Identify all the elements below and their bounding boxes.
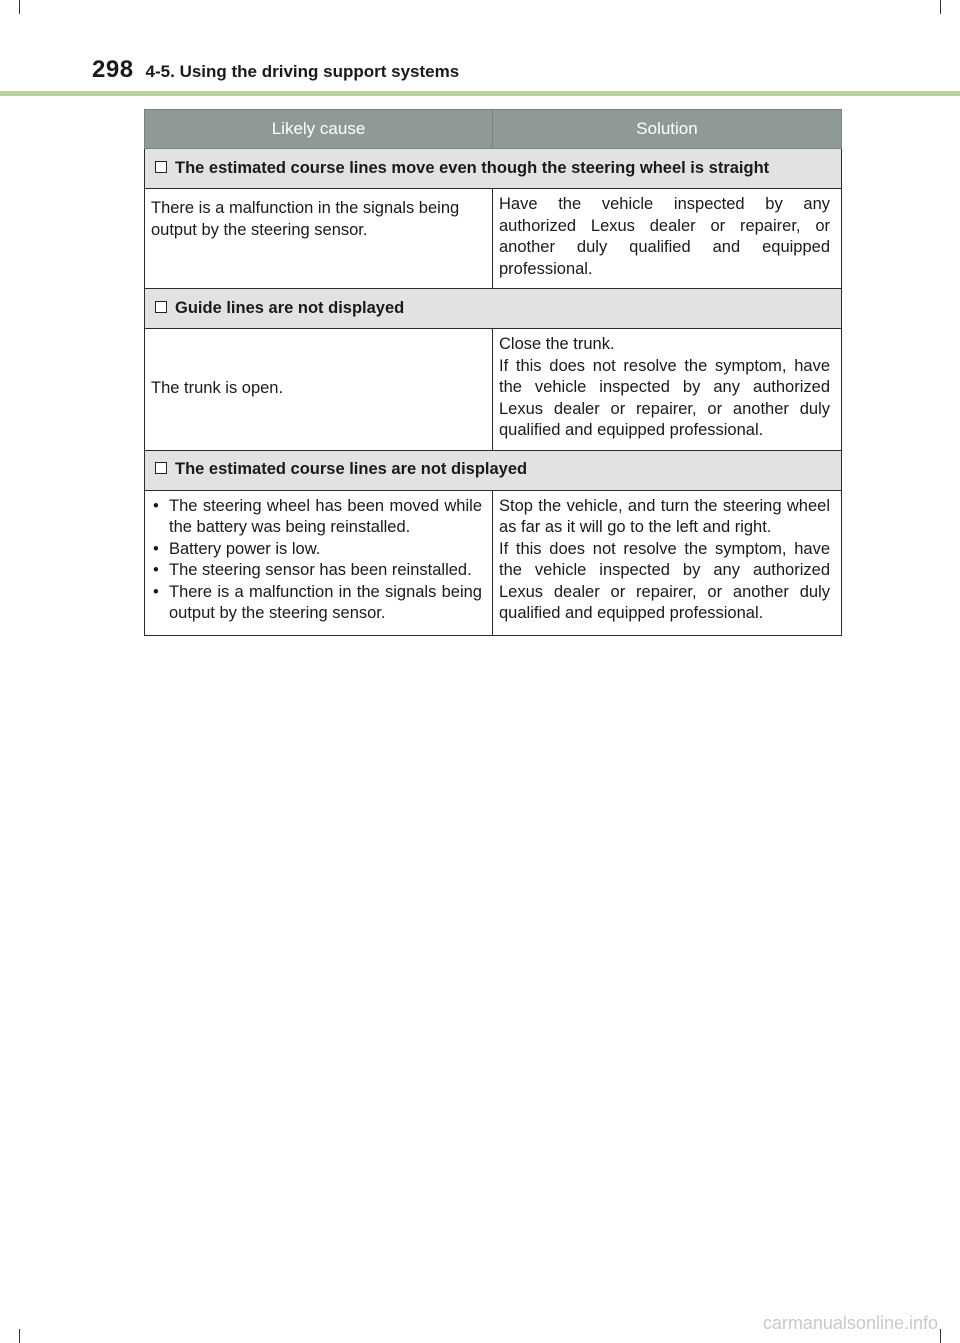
solution-cell: Have the vehicle inspected by any authorized Lexus dealer or repairer, or another duly qualified and equipped professional. bbox=[493, 189, 842, 289]
checkbox-square-icon bbox=[155, 301, 167, 313]
solution-line: If this does not resolve the symptom, have the vehicle inspected by any authorized Lexus dealer or repairer, or another duly qualified and equipped professional. bbox=[499, 539, 830, 622]
symptom-row bbox=[145, 450, 842, 490]
solution-cell bbox=[493, 490, 842, 635]
list-item: • There is a malfunction in the signals being output by the steering sensor. bbox=[151, 582, 482, 625]
section-title: 4-5. Using the driving support systems bbox=[145, 62, 460, 81]
list-item: • The steering sensor has been reinstalled. bbox=[151, 560, 482, 582]
troubleshooting-table bbox=[144, 109, 842, 636]
symptom-row bbox=[145, 289, 842, 329]
cause-list bbox=[151, 496, 482, 625]
symptom-text: The estimated course lines move even though the steering wheel is straight bbox=[175, 158, 770, 177]
table-row bbox=[145, 189, 842, 289]
table-row bbox=[145, 329, 842, 451]
crop-mark-bottom-right bbox=[940, 1329, 941, 1343]
symptom-heading bbox=[145, 149, 842, 189]
list-item: • Battery power is low. bbox=[151, 539, 482, 561]
cause-cell: The trunk is open. bbox=[145, 329, 493, 451]
cause-cell: There is a malfunction in the signals being output by the steering sensor. bbox=[145, 189, 493, 289]
table-row bbox=[145, 490, 842, 635]
page-header bbox=[92, 56, 459, 90]
page-number: 298 bbox=[92, 56, 134, 83]
symptom-text: The estimated course lines are not displayed bbox=[175, 460, 528, 479]
crop-mark-bottom-left bbox=[19, 1329, 20, 1343]
checkbox-square-icon bbox=[155, 462, 167, 474]
solution-line: Close the trunk. bbox=[499, 335, 615, 353]
checkbox-square-icon bbox=[155, 161, 167, 173]
symptom-text: Guide lines are not displayed bbox=[175, 298, 405, 317]
column-header-solution: Solution bbox=[493, 110, 842, 149]
column-header-likely-cause: Likely cause bbox=[145, 110, 493, 149]
crop-mark-top-right bbox=[940, 0, 941, 14]
cause-cell bbox=[145, 490, 493, 635]
list-item: • The steering wheel has been moved while the battery was being reinstalled. bbox=[151, 496, 482, 539]
symptom-row bbox=[145, 149, 842, 189]
solution-cell bbox=[493, 329, 842, 451]
symptom-heading bbox=[145, 289, 842, 329]
solution-line: Stop the vehicle, and turn the steering wheel as far as it will go to the left and right. bbox=[499, 496, 830, 536]
table-header-row bbox=[145, 110, 842, 149]
symptom-heading bbox=[145, 450, 842, 490]
solution-line: If this does not resolve the symptom, have the vehicle inspected by any authorized Lexus dealer or repairer, or another duly qualified and equipped professional. bbox=[499, 356, 830, 439]
header-rule bbox=[0, 91, 960, 96]
crop-mark-top-left bbox=[19, 0, 20, 14]
watermark: carmanualsonline.info bbox=[762, 1313, 938, 1333]
